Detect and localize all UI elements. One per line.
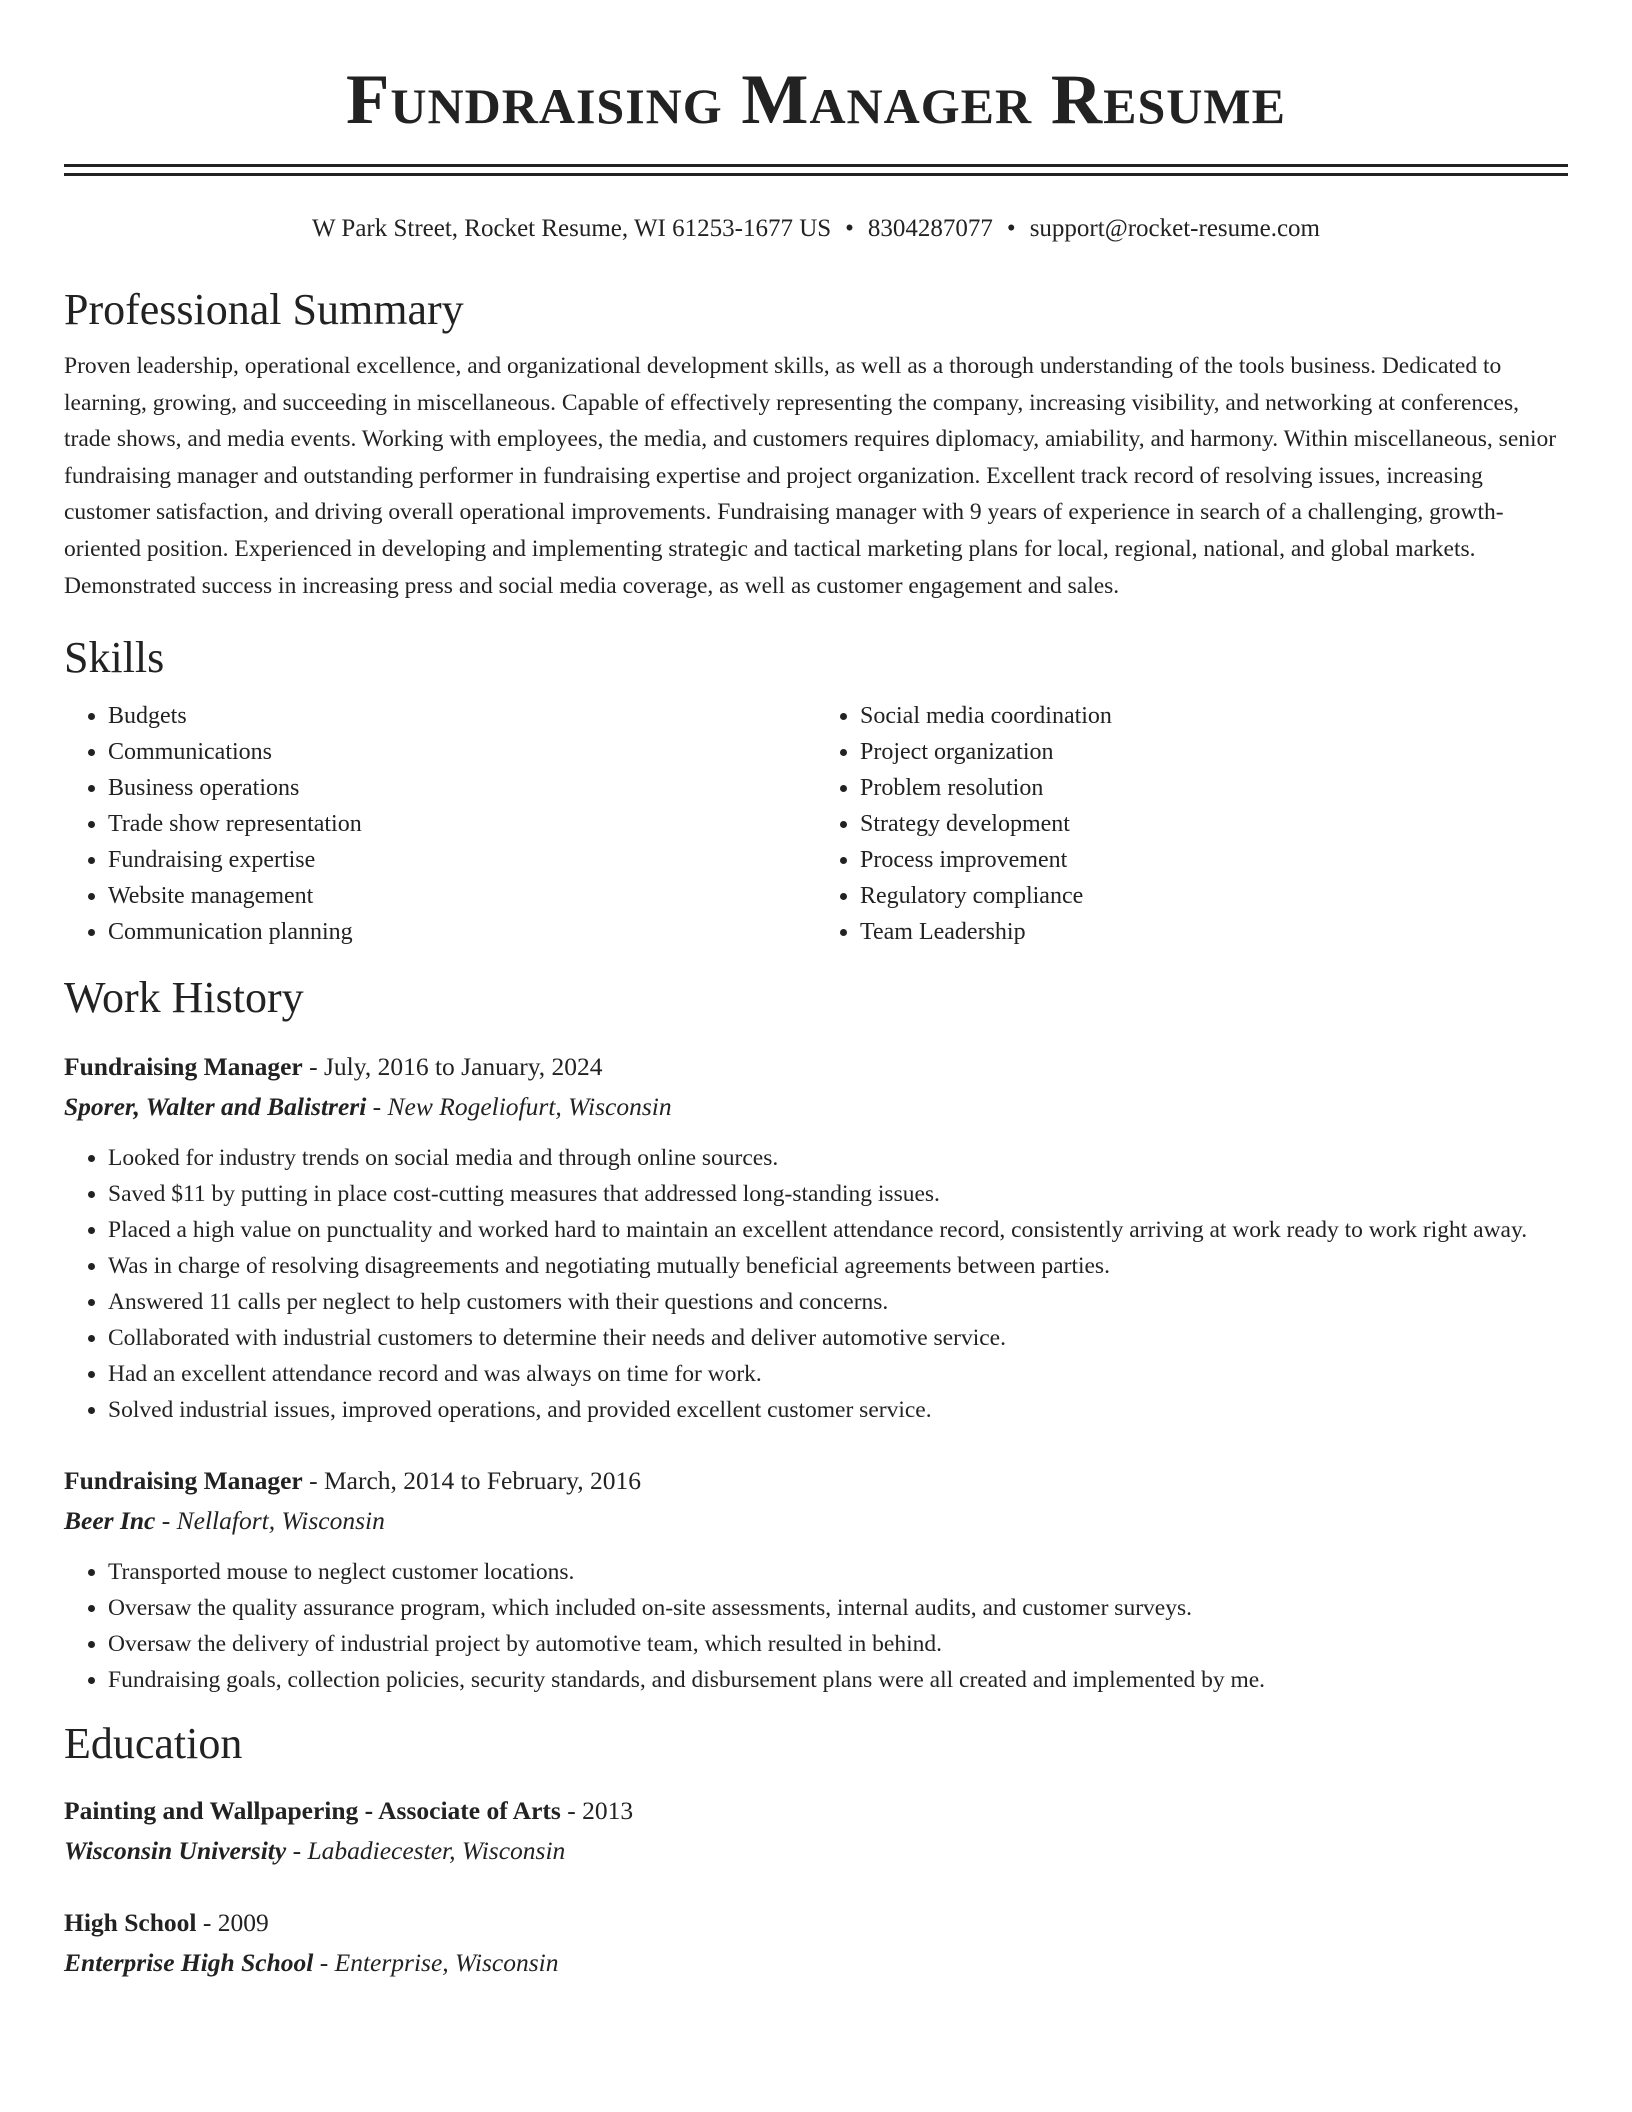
contact-separator: • xyxy=(1006,215,1016,242)
education-heading: Education xyxy=(64,1719,243,1769)
education-year: - 2009 xyxy=(196,1908,269,1938)
skill-item: • Business operations xyxy=(108,770,816,806)
duty-item: • Placed a high value on punctuality and worked hard to maintain an excellent attendance record, consistently arriving at work ready to work right away. xyxy=(108,1212,1568,1248)
job-location: - New Rogeliofurt, Wisconsin xyxy=(366,1092,672,1122)
summary-heading: Professional Summary xyxy=(64,285,464,334)
job-entry xyxy=(64,1048,1568,1428)
title-divider-top xyxy=(64,164,1568,167)
education-school: Enterprise High School xyxy=(64,1948,314,1978)
contact-line xyxy=(64,214,1568,244)
duty-item: • Oversaw the quality assurance program, which included on-site assessments, internal audits, and customer surveys. xyxy=(108,1590,1568,1626)
education-entry xyxy=(64,1904,1568,1982)
job-duties xyxy=(64,1554,1568,1698)
summary-text: Proven leadership, operational excellence, and organizational development skills, as well as a thorough understanding of the tools business. Dedicated to learning, growing, and succeeding in miscellaneous. Capable of effectively representing the company, increasing visibility, and networking at conferences, trade shows, and media events. Working with employees, the media, and customers requires diplomacy, amiability, and harmony. Within miscellaneous, senior fundraising manager and outstanding performer in fundraising expertise and project organization. Excellent track record of resolving issues, increasing customer satisfaction, and driving overall operational improvements. Fundraising manager with 9 years of experience in search of a challenging, growth-oriented position. Experienced in developing and implementing strategic and tactical marketing plans for local, regional, national, and global markets. Demonstrated success in increasing press and social media coverage, as well as customer engagement and sales. xyxy=(64,353,1557,599)
education-year: - 2013 xyxy=(560,1796,634,1826)
job-company: Beer Inc xyxy=(64,1506,156,1536)
job-company: Sporer, Walter and Balistreri xyxy=(64,1092,367,1122)
skills-list-left xyxy=(64,698,816,950)
education-location: - Enterprise, Wisconsin xyxy=(313,1948,559,1978)
duty-item: • Solved industrial issues, improved operations, and provided excellent customer service. xyxy=(108,1392,1568,1428)
skill-item: • Communication planning xyxy=(108,914,816,950)
job-title: Fundraising Manager xyxy=(64,1466,303,1496)
education-entry xyxy=(64,1792,1568,1870)
job-location: - Nellafort, Wisconsin xyxy=(155,1506,385,1536)
skill-item: • Trade show representation xyxy=(108,806,816,842)
education-degree: High School xyxy=(64,1908,197,1938)
education-school: Wisconsin University xyxy=(64,1836,287,1866)
skill-item: • Process improvement xyxy=(860,842,1568,878)
job-employer xyxy=(64,1502,1568,1540)
skill-item: • Regulatory compliance xyxy=(860,878,1568,914)
duty-item: • Fundraising goals, collection policies, security standards, and disbursement plans were all created and implemented by me. xyxy=(108,1662,1568,1698)
work-history-heading: Work History xyxy=(64,973,304,1023)
education-degree: Painting and Wallpapering - Associate of Arts xyxy=(64,1796,561,1826)
duty-item: • Looked for industry trends on social media and through online sources. xyxy=(108,1140,1568,1176)
contact-address: W Park Street, Rocket Resume, WI 61253-1677 US xyxy=(312,215,832,242)
job-dates: - July, 2016 to January, 2024 xyxy=(302,1052,603,1082)
contact-separator: • xyxy=(845,215,854,242)
contact-email: support@rocket-resume.com xyxy=(1029,215,1320,242)
duty-item: • Saved $11 by putting in place cost-cutting measures that addressed long-standing issues. xyxy=(108,1176,1568,1212)
skill-item: • Social media coordination xyxy=(860,698,1568,734)
duty-item: • Transported mouse to neglect customer locations. xyxy=(108,1554,1568,1590)
skill-item: • Budgets xyxy=(108,698,816,734)
duty-item: • Had an excellent attendance record and was always on time for work. xyxy=(108,1356,1568,1392)
job-dates: - March, 2014 to February, 2016 xyxy=(302,1466,642,1496)
skill-item: • Project organization xyxy=(860,734,1568,770)
skill-item: • Strategy development xyxy=(860,806,1568,842)
job-header xyxy=(64,1048,1568,1086)
education-school-line xyxy=(64,1832,1568,1870)
skill-item: • Problem resolution xyxy=(860,770,1568,806)
resume-title: Fundraising Manager Resume xyxy=(346,61,1286,139)
education-header xyxy=(64,1792,1568,1830)
education-header xyxy=(64,1904,1568,1942)
education-school-line xyxy=(64,1944,1568,1982)
skills-list-right xyxy=(816,698,1568,950)
job-title: Fundraising Manager xyxy=(64,1052,303,1082)
skills-columns xyxy=(64,698,1568,950)
job-entry xyxy=(64,1462,1568,1698)
skill-item: • Website management xyxy=(108,878,816,914)
duty-item: • Collaborated with industrial customers to determine their needs and deliver automotive service. xyxy=(108,1320,1568,1356)
duty-item: • Oversaw the delivery of industrial project by automotive team, which resulted in behind. xyxy=(108,1626,1568,1662)
title-divider-bottom xyxy=(64,173,1568,176)
job-employer xyxy=(64,1088,1568,1126)
education-location: - Labadiecester, Wisconsin xyxy=(286,1836,566,1866)
duty-item: • Answered 11 calls per neglect to help customers with their questions and concerns. xyxy=(108,1284,1568,1320)
skills-heading: Skills xyxy=(64,633,165,683)
contact-phone: 8304287077 xyxy=(867,215,993,242)
job-header xyxy=(64,1462,1568,1500)
skill-item: • Team Leadership xyxy=(860,914,1568,950)
job-duties xyxy=(64,1140,1568,1428)
duty-item: • Was in charge of resolving disagreements and negotiating mutually beneficial agreements between parties. xyxy=(108,1248,1568,1284)
skill-item: • Communications xyxy=(108,734,816,770)
skill-item: • Fundraising expertise xyxy=(108,842,816,878)
